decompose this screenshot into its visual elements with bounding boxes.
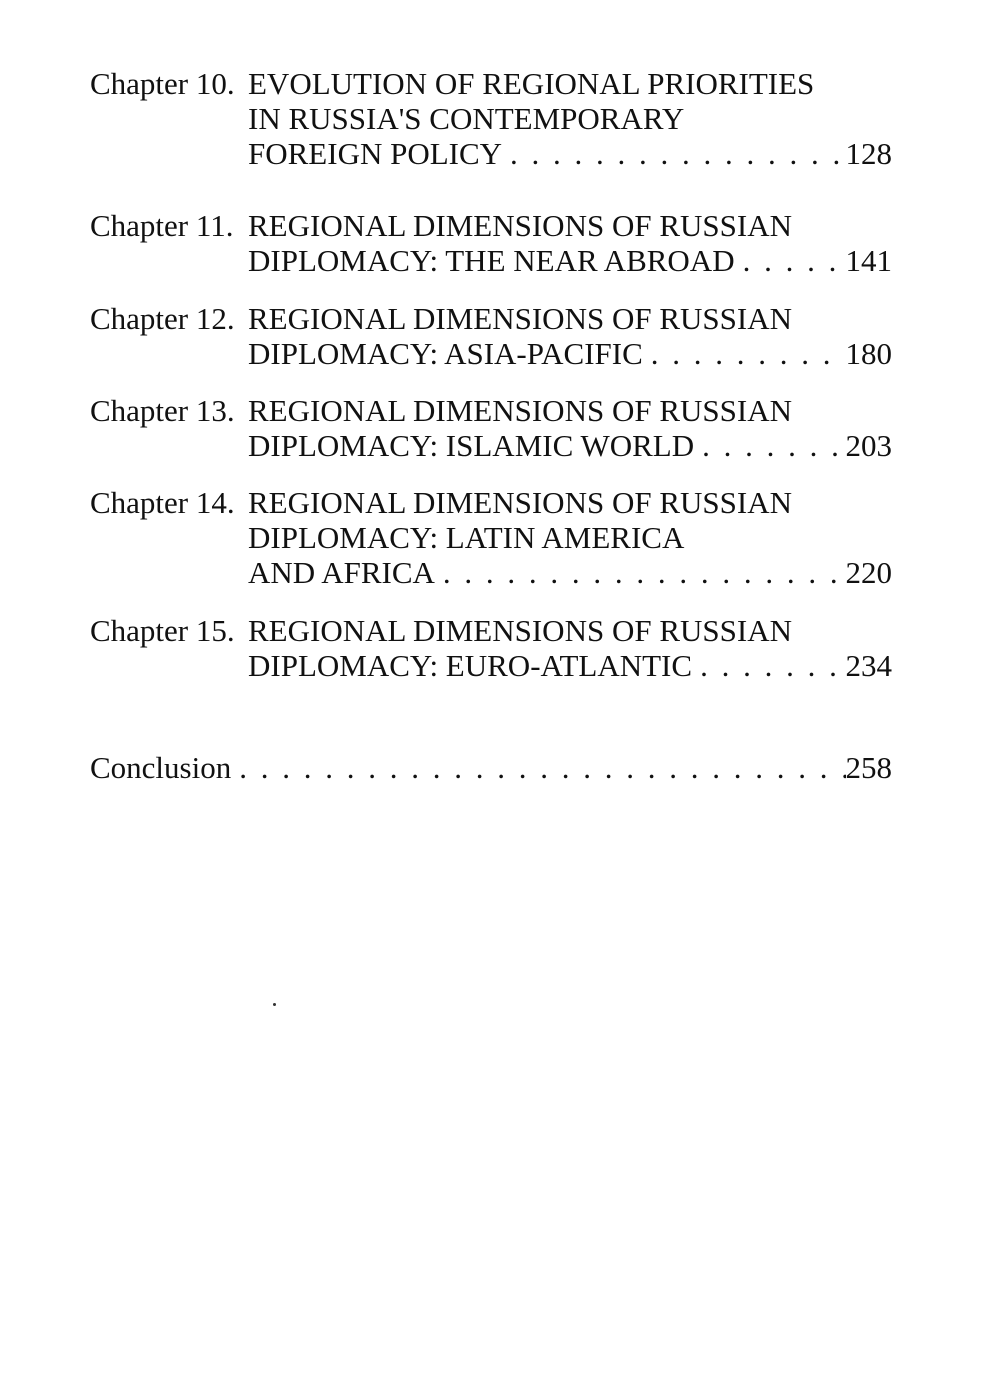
- dot-leader: [435, 555, 846, 590]
- chapter-label: Chapter 14.: [90, 485, 235, 520]
- page-number: 220: [845, 555, 892, 590]
- page-number: 234: [845, 648, 892, 683]
- toc-entry-conclusion[interactable]: [90, 750, 892, 785]
- chapter-title-line: DIPLOMACY: EURO-ATLANTIC: [248, 648, 693, 683]
- toc-entry-chapter-11[interactable]: [90, 208, 892, 278]
- chapter-title-line: DIPLOMACY: ISLAMIC WORLD: [248, 428, 695, 463]
- chapter-title-line: REGIONAL DIMENSIONS OF RUSSIAN: [248, 301, 792, 336]
- chapter-title-line: DIPLOMACY: ASIA-PACIFIC: [248, 336, 643, 371]
- chapter-title-line: DIPLOMACY: THE NEAR ABROAD: [248, 243, 735, 278]
- chapter-title-line: EVOLUTION OF REGIONAL PRIORITIES: [248, 66, 815, 101]
- chapter-title-line: AND AFRICA: [248, 555, 435, 590]
- page-number: 141: [845, 243, 892, 278]
- conclusion-label: Conclusion: [90, 750, 232, 785]
- page-number: 203: [845, 428, 892, 463]
- page-number: 180: [845, 336, 892, 371]
- scan-speck: [273, 1003, 276, 1006]
- chapter-title-last-line: [248, 555, 892, 590]
- toc-entry-chapter-10[interactable]: [90, 66, 892, 171]
- chapter-title-last-line: [248, 136, 892, 171]
- dot-leader: [735, 243, 846, 278]
- chapter-title: [248, 208, 892, 278]
- toc-entry-chapter-15[interactable]: [90, 613, 892, 683]
- chapter-label: Chapter 15.: [90, 613, 235, 648]
- dot-leader: [643, 336, 846, 371]
- toc-entry-chapter-12[interactable]: [90, 301, 892, 371]
- chapter-title-line: REGIONAL DIMENSIONS OF RUSSIAN: [248, 208, 792, 243]
- chapter-title: [248, 613, 892, 683]
- chapter-label: Chapter 11.: [90, 208, 234, 243]
- page-number: 128: [845, 136, 892, 171]
- chapter-title: [248, 301, 892, 371]
- chapter-title-last-line: [248, 243, 892, 278]
- dot-leader: [692, 648, 845, 683]
- dot-leader: [231, 750, 845, 785]
- chapter-label: Chapter 12.: [90, 301, 235, 336]
- chapter-label: Chapter 13.: [90, 393, 235, 428]
- chapter-title-line: REGIONAL DIMENSIONS OF RUSSIAN: [248, 485, 792, 520]
- chapter-title-line: DIPLOMACY: LATIN AMERICA: [248, 520, 685, 555]
- chapter-label: Chapter 10.: [90, 66, 235, 101]
- toc-entry-chapter-14[interactable]: [90, 485, 892, 590]
- chapter-title: [248, 393, 892, 463]
- chapter-title: [248, 485, 892, 590]
- chapter-title-last-line: [248, 428, 892, 463]
- chapter-title-line: FOREIGN POLICY: [248, 136, 503, 171]
- dot-leader: [502, 136, 845, 171]
- chapter-title-line: REGIONAL DIMENSIONS OF RUSSIAN: [248, 393, 792, 428]
- chapter-title-last-line: [248, 648, 892, 683]
- dot-leader: [694, 428, 845, 463]
- page-number: 258: [845, 750, 892, 785]
- toc-entry-chapter-13[interactable]: [90, 393, 892, 463]
- chapter-title-last-line: [248, 336, 892, 371]
- chapter-title: [248, 66, 892, 171]
- chapter-title-line: REGIONAL DIMENSIONS OF RUSSIAN: [248, 613, 792, 648]
- table-of-contents: [90, 66, 892, 785]
- chapter-title-line: IN RUSSIA'S CONTEMPORARY: [248, 101, 685, 136]
